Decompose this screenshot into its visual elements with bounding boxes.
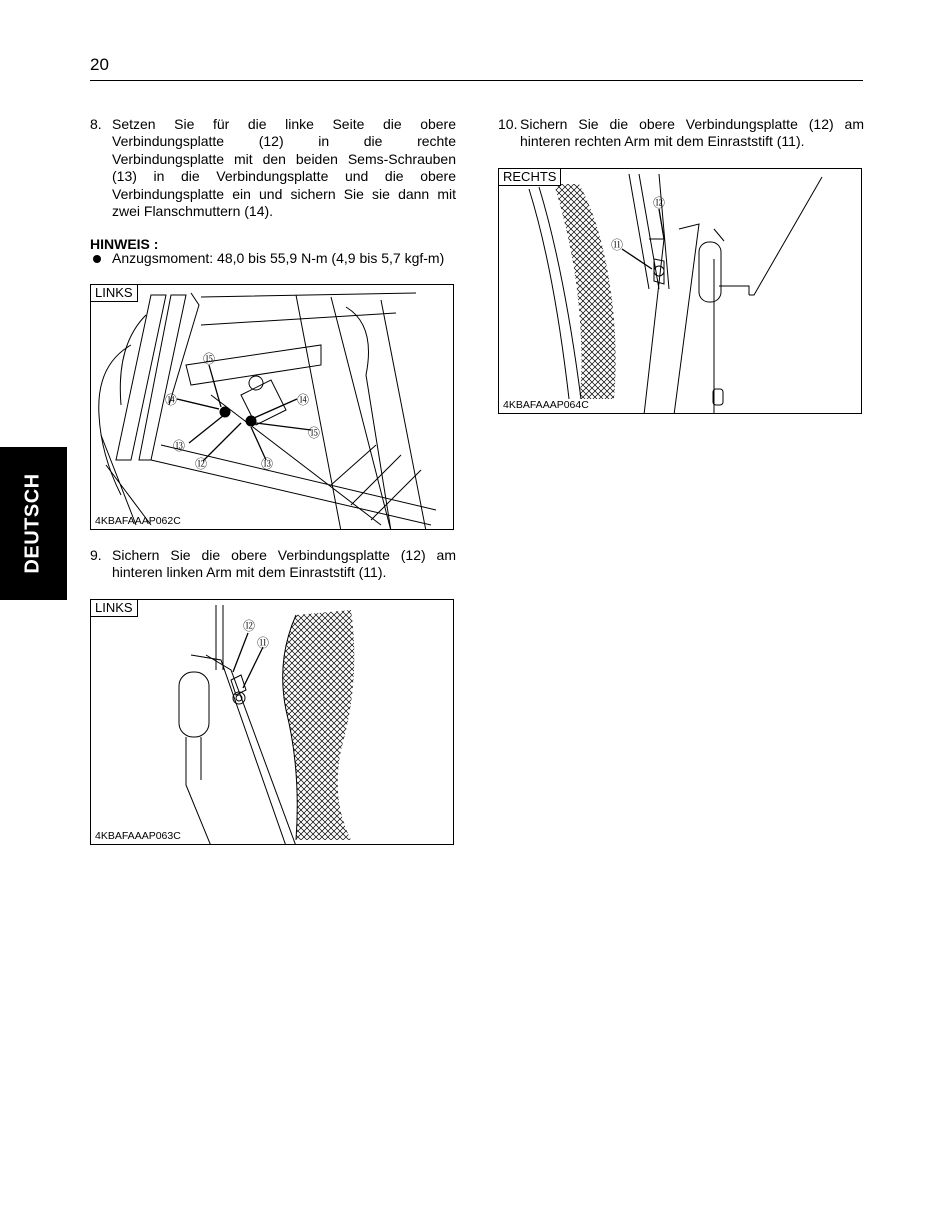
figure-code: 4KBAFAAAP063C xyxy=(95,830,181,842)
side-tab xyxy=(0,447,67,600)
figure-label: RECHTS xyxy=(498,168,561,186)
figure-label: LINKS xyxy=(90,284,138,302)
figure-links-063 xyxy=(90,599,454,845)
step-text-line: hinteren linken Arm mit dem Einraststift (11). xyxy=(112,564,387,581)
step-text-line: Verbindungsplatte ein und sichern Sie sie dann mit xyxy=(112,185,456,202)
callout-12: ⑫ xyxy=(242,619,256,633)
callout-14: ⑭ xyxy=(164,393,178,407)
side-tab-label: DEUTSCH xyxy=(22,473,45,574)
step-text-line: (13) in die Verbindungsplatte und die obere xyxy=(112,168,456,185)
figure-label: LINKS xyxy=(90,599,138,617)
figure-rechts-064 xyxy=(498,168,862,414)
callout-12: ⑫ xyxy=(194,457,208,471)
step-text-line: Setzen Sie für die linke Seite die obere xyxy=(112,116,456,132)
step-text-line: Verbindungsplatte (12) in die rechte xyxy=(112,133,456,150)
figure-links-062 xyxy=(90,284,454,530)
callout-11: ⑪ xyxy=(610,238,624,252)
callout-14: ⑭ xyxy=(296,393,310,407)
figure-illustration xyxy=(499,169,862,414)
callout-15: ⑮ xyxy=(307,426,321,440)
bullet-icon xyxy=(93,255,101,263)
callout-13: ⑬ xyxy=(260,457,274,471)
step-number: 9. xyxy=(90,547,102,563)
figure-code: 4KBAFAAAP064C xyxy=(503,399,589,411)
step-text-line: Verbindungsplatte mit den beiden Sems-Schrauben xyxy=(112,150,456,167)
step-10 xyxy=(498,116,864,152)
callout-15: ⑮ xyxy=(202,352,216,366)
figure-code: 4KBAFAAAP062C xyxy=(95,515,181,527)
step-text-line: Sichern Sie die obere Verbindungsplatte (12) am xyxy=(112,547,456,563)
callout-11: ⑪ xyxy=(256,636,270,650)
figure-illustration xyxy=(91,285,454,530)
step-text-line: zwei Flanschmuttern (14). xyxy=(112,203,274,220)
page-number: 20 xyxy=(90,55,109,74)
step-number: 8. xyxy=(90,116,102,132)
header-rule xyxy=(90,80,863,81)
note-title: HINWEIS : xyxy=(90,236,159,252)
callout-12: ⑫ xyxy=(652,196,666,210)
figure-illustration xyxy=(91,600,454,845)
step-text-line: Sichern Sie die obere Verbindungsplatte (12) am xyxy=(520,116,864,132)
step-8 xyxy=(90,116,456,222)
step-number: 10. xyxy=(498,116,518,132)
step-text-line: hinteren rechten Arm mit dem Einraststift (11). xyxy=(520,133,805,150)
note-text: Anzugsmoment: 48,0 bis 55,9 N-m (4,9 bis 5,7 kgf-m) xyxy=(112,250,445,266)
step-9 xyxy=(90,547,456,583)
callout-13: ⑬ xyxy=(172,439,186,453)
